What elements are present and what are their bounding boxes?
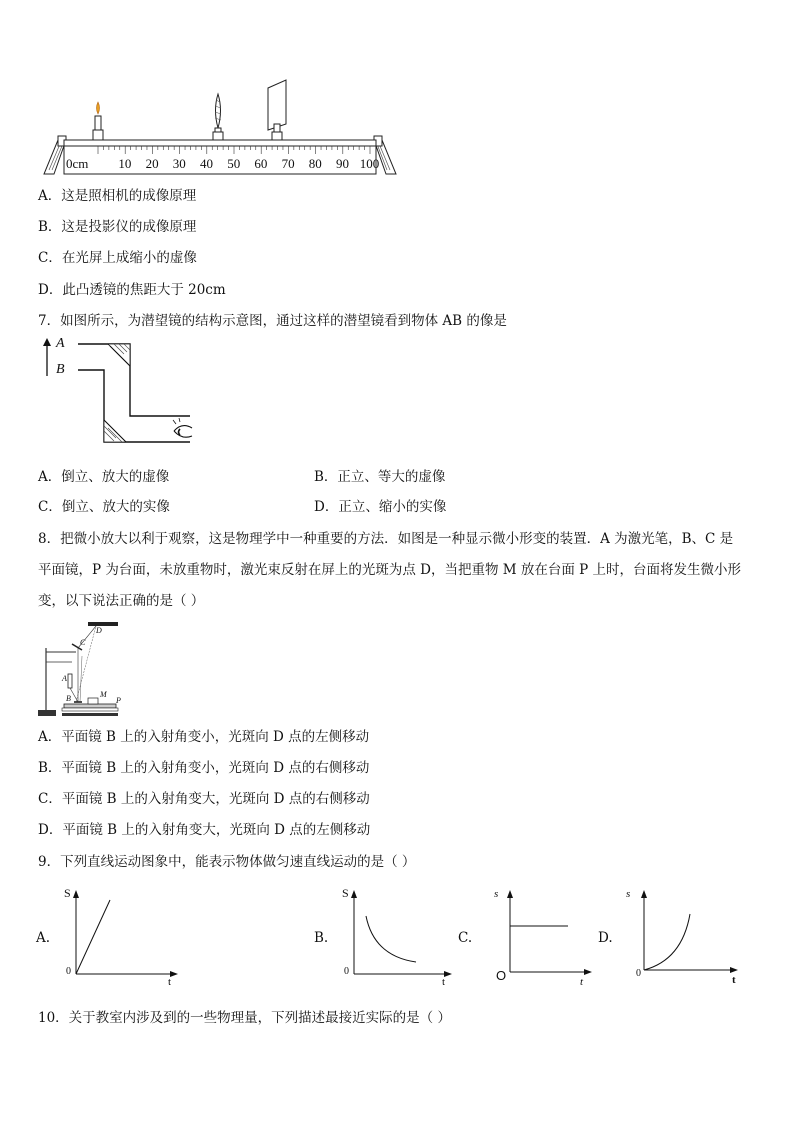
q10-stem: 10．关于教室内涉及到的一些物理量，下列描述最接近实际的是（ ） [38,1010,451,1026]
q8-stem-line2: 平面镜，P 为台面，未放重物时，激光束反射在屏上的光斑为点 D，当把重物 M 放在台面 P 上时，台面将发生微小形 [38,562,742,578]
q9-graph-a[interactable] [34,886,184,990]
q8-option-a[interactable]: A．平面镜 B 上的入射角变小，光斑向 D 点的左侧移动 [38,729,370,745]
q7-option-b[interactable]: B．正立、等大的虚像 [314,469,446,485]
q9-graph-d-ylabel: s [626,888,631,900]
bench-tick-label: 30 [172,156,186,171]
q6-option-b[interactable]: B．这是投影仪的成像原理 [38,219,197,235]
q6-option-d[interactable]: D．此凸透镜的焦距大于 20cm [38,282,226,298]
bench-tick-label: 40 [200,156,213,171]
q7-option-c[interactable]: C．倒立、放大的实像 [38,499,170,515]
q7-option-d[interactable]: D．正立、缩小的实像 [314,499,447,515]
bench-tick-label: 80 [308,156,322,171]
q9-graph-c-xlabel: t [580,976,584,988]
q9-graph-c[interactable] [456,886,596,990]
optical-bench-figure [40,78,410,178]
fig-label-m: M [100,690,107,699]
periscope-figure [30,336,230,456]
fig-label-p: P [116,696,121,705]
bench-tick-label: 10 [118,156,132,171]
q9-graph-b-ylabel: S [342,886,349,900]
q9-graph-a-letter: A. [36,930,51,946]
bench-tick-label: 90 [336,156,349,171]
fig-label-c: C [80,638,86,647]
q9-stem: 9．下列直线运动图象中，能表示物体做匀速直线运动的是（ ） [38,854,416,870]
q9-graph-b-letter: B. [314,930,329,946]
q6-option-a[interactable]: A．这是照相机的成像原理 [38,188,197,204]
periscope-label-b: B [56,362,65,377]
bench-tick-label: 60 [254,156,268,171]
q9-graph-c-ylabel: s [494,888,499,900]
periscope-label-a: A [56,336,65,351]
q9-graph-d-xlabel: t [732,974,736,986]
q9-graph-d-origin: 0 [636,968,641,979]
bench-tick-label: 50 [227,156,241,171]
laser-deformation-figure [36,616,126,722]
q9-graph-a-ylabel: S [64,886,71,900]
bench-tick-label: 70 [281,156,295,171]
fig-label-d: D [96,626,102,635]
fig-label-a: A [62,674,67,683]
bench-tick-label: 20 [145,156,159,171]
q9-graph-b-xlabel: t [442,976,446,988]
q9-graph-b-origin: 0 [344,966,349,977]
q9-graph-c-letter: C. [458,930,473,946]
q8-option-b[interactable]: B．平面镜 B 上的入射角变小，光斑向 D 点的右侧移动 [38,760,370,776]
q8-option-c[interactable]: C．平面镜 B 上的入射角变大，光斑向 D 点的右侧移动 [38,791,370,807]
bench-tick-label: 0cm [66,156,89,171]
q9-graph-d[interactable] [596,886,746,990]
fig-label-b: B [66,694,71,703]
q8-stem-line3: 变，以下说法正确的是（ ） [38,593,205,609]
q7-option-a[interactable]: A．倒立、放大的虚像 [38,469,170,485]
bench-tick-label: 100 [359,156,380,171]
optical-bench-drawing [40,78,410,178]
q8-option-d[interactable]: D．平面镜 B 上的入射角变大，光斑向 D 点的左侧移动 [38,822,371,838]
q9-graph-a-origin: 0 [66,966,71,977]
q6-option-c[interactable]: C．在光屏上成缩小的虚像 [38,250,197,266]
q9-graph-a-xlabel: t [168,976,172,988]
q7-stem: 7．如图所示，为潜望镜的结构示意图，通过这样的潜望镜看到物体 AB 的像是 [38,313,507,329]
q9-graph-d-letter: D. [598,930,613,946]
q8-stem-line1: 8．把微小放大以利于观察，这是物理学中一种重要的方法．如图是一种显示微小形变的装置．A 为激光笔，B、C 是 [38,531,734,547]
q9-graph-b[interactable] [312,886,462,990]
q9-graph-c-origin: O [496,968,507,983]
